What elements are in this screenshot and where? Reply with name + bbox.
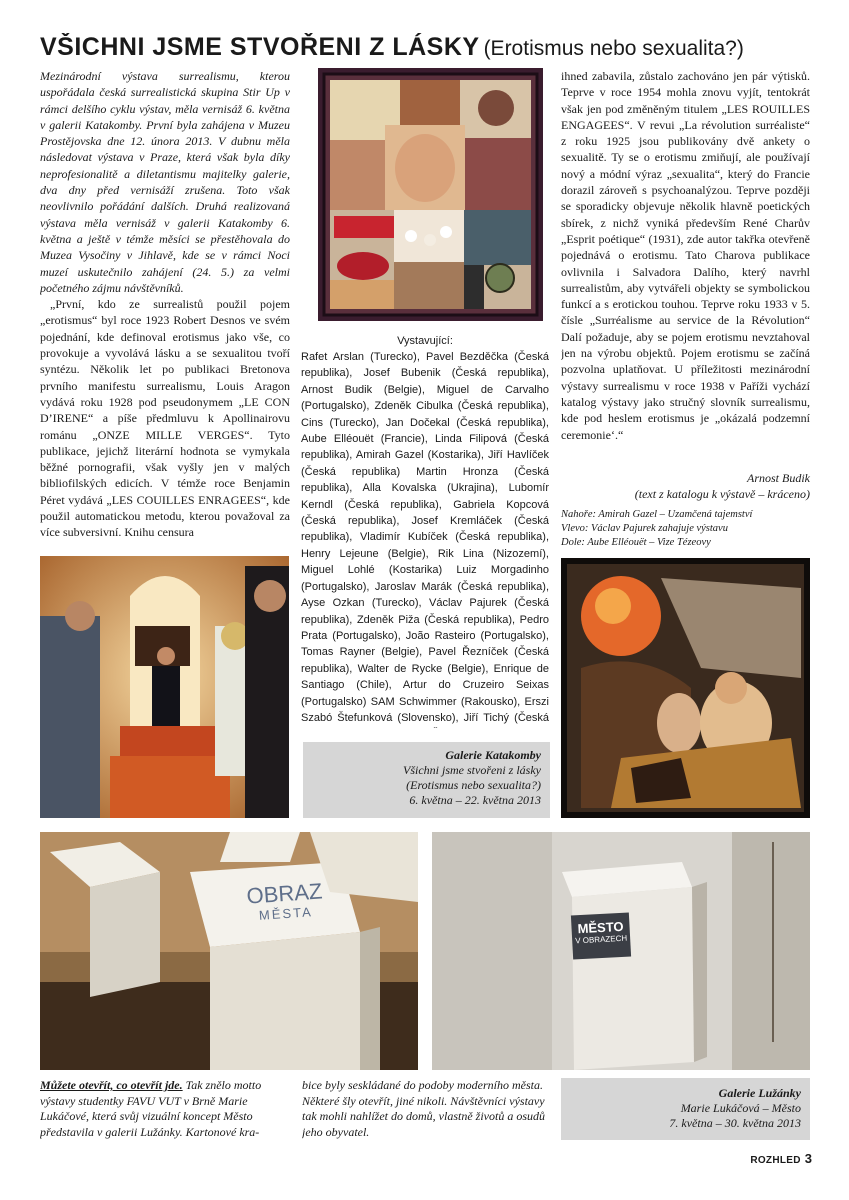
exhibitors-block: [301, 333, 549, 728]
exhibitors-heading: Vystavující:: [397, 335, 453, 347]
gallery-katakomby-line3: 6. května – 22. května 2013: [409, 793, 541, 807]
vize-tezeovy-artwork-image: [561, 558, 810, 818]
title-subtitle: (Erotismus nebo sexualita?): [483, 37, 744, 60]
obraz-label-top: OBRAZ: [245, 878, 324, 909]
obraz-mesta-image: [40, 832, 418, 1070]
gallery-luzanky-box: [561, 1078, 810, 1140]
photo-credit-left: Vlevo: Václav Pajurek zahajuje výstavu: [561, 523, 728, 534]
page-footer: [730, 1150, 812, 1168]
collage-artwork-image: [318, 68, 543, 321]
gallery-katakomby-line2: (Erotismus nebo sexualita?): [406, 778, 541, 792]
opening-speech-photo: [40, 556, 289, 818]
mesto-sign-bottom: V OBRAZECH: [574, 933, 628, 946]
gallery-katakomby-line1: Všichni jsme stvořeni z lásky: [403, 763, 541, 777]
vize-tezeovy-artwork-photo: [561, 558, 810, 818]
title-main: VŠICHNI JSME STVOŘENI Z LÁSKY: [40, 33, 480, 61]
bottom-article-col1: [40, 1078, 290, 1142]
bottom-article-col2: [302, 1078, 550, 1142]
photo-credit-top: Nahoře: Amirah Gazel – Uzamčená tajemství: [561, 509, 753, 520]
bottom-article-text1: Tak znělo motto výstavy studentky FAVU VUT v Brně Marie Lukáčové, která svůj vizuální koncept Město představila v galerii Lužánky. Kartonové kra-: [40, 1078, 262, 1139]
mesto-sign-top: MĚSTO: [577, 918, 624, 937]
right-column: [561, 68, 810, 470]
gallery-luzanky-line2: 7. května – 30. května 2013: [669, 1116, 801, 1130]
author-name: Arnost Budik: [747, 471, 810, 485]
left-column: [40, 68, 290, 558]
exhibitors-list: Rafet Arslan (Turecko), Pavel Bezděčka (Česká republika), Josef Bubenik (Česká republika), Arnost Budik (Belgie), Miguel de Carvalho (Portugalsko), Zdeněk Cibulka (Česká republika), Cins (Turecko), Jan Dočekal (Česká republika), Aube Elléouët (Francie), Linda Filipová (Česká republika), Amirah Gazel (Kostarika), Jiří Havlíček (Česká republika) Martin Hronza (Česká republika), Alla Kovalska (Ukrajina), Lubomír Kerndl (Česká republika), Gabriela Kopcová (Česká republika), Josef Kremláček (Česká republika), Vladimír Kubíček (Česká republika), Henry Lejeune (Belgie), Rik Lina (Nizozemí), Miguel Lohlé (Kostarika) Luiz Morgadinho (Portugalsko), Jaroslav Marák (Česká republika), Ayse Ozkan (Turecko), Václav Pajurek (Česká republika), Zdeněk Piža (Česká republika), Pedro Prata (Portugalsko), João Rasteiro (Portugalsko), Tomas Rayner (Belgie), Pavel Řezníček (Česká republika), Walter de Rycke (Belgie), Enrique de Santiago (Chile), Artur do Cruzeiro Seixas (Portugalsko) SAM Schwimmer (Rakousko), Erszi Szabó Štefunková (Slovensko), Jiří Tichý (Česká: [301, 351, 549, 724]
author-block: [561, 470, 810, 502]
page-number: 3: [804, 1151, 812, 1166]
obraz-mesta-photo: [40, 832, 418, 1070]
collage-artwork-photo: [318, 68, 543, 321]
body-paragraph-1: „První, kdo ze surrealistů použil pojem „erotismus“ byl roce 1923 Robert Desnos ve svém pojednání, kde definoval erotismus jako vše, co provokuje a vyvolává lásku a se sexualitou tvoří syntézu. Několik let po publikaci Bretonova prvního manifestu surrealismu, Louis Aragon vydává roku 1928 pod pseudonymem „LE CON D’IRENE“ a píše předmluvu k Apollinairovu románu „ONZE MILLE VERGES“. Tyto publikace, jejichž literární hodnota se vymykala běžné pornografii, však vyšly jen v malých bibliofilských edicích. V témže roce Benjamin Péret vydává „LES COUILLES ENRAGEES“, kde použil automatickou metodu, kterou považoval za více subversivní. Knihu censura: [40, 297, 290, 540]
gallery-luzanky-title: Galerie Lužánky: [718, 1086, 801, 1100]
author-source: (text z katalogu k výstavě – kráceno): [634, 487, 810, 501]
gallery-katakomby-box: [303, 742, 550, 818]
photo-credits: [561, 508, 810, 550]
mesto-sign: [571, 913, 631, 960]
mesto-v-obrazech-photo: [432, 832, 810, 1070]
opening-speech-image: [40, 556, 289, 818]
bottom-article-text2: bice byly seskládané do podoby moderního města. Některé šly otevřít, jiné nikoli. Návštěvníci výstavy tak mohli nahlížet do domů, vlastně životů a osudů jeho obyvatel.: [302, 1078, 545, 1139]
gallery-katakomby-title: Galerie Katakomby: [445, 748, 541, 762]
body-paragraph-2: ihned zabavila, zůstalo zachováno jen pár výtisků. Teprve v roce 1954 mohla znovu vyjít, tentokrát však jen pod změněným titulem „LES ROUILLES ENGAGEES“. V revui „La révolution surréaliste“ z roku 1925 jsou publikovány dvě ankety o sexualitě. Ty se o erotismu zmiňují, ale používají nový a módní výraz „sexualita“, který do Francie dorazil zároveň s psychoanalýzou. Teprve později se sporadicky objevuje několik hlavně poetických sbírek, z nichž vyniká především René Charův „Esprit poétique“ (1931), zde autor takřka otevřeně pojednává o erotismu. Tato Charova publikace ovlivnila i Salvadora Dalího, který navrhl surrealistům, aby vytvářeli objekty se symbolickou funkcí a s erotickou touhou. Teprve roku 1933 v 5. čísle „Surréalisme au service de la Révolution“ Dalí požaduje, aby se pojem erotismu nevztahoval jen na výrobu objektů. Pojem erotismu se začíná pozvolna uplatňovat. U příležitosti mezinárodní výstavy surrealismu v roce 1938 v Paříži vychází katalog výstavy jako stručný slovník surrealismu, kde pod heslem erotismus je „okázalá podzemní ceremonie‘.“: [561, 69, 810, 442]
obraz-label-bottom: MĚSTA: [258, 904, 314, 923]
photo-credit-bottom: Dole: Aube Elléouët – Vize Tézeovy: [561, 537, 711, 548]
magazine-brand: ROZHLED: [750, 1155, 801, 1166]
page-title: [40, 33, 830, 69]
bottom-article-lead: Můžete otevřít, co otevřít jde.: [40, 1078, 183, 1092]
intro-paragraph: Mezinárodní výstava surrealismu, kterou uspořádala česká surrealistická skupina Stir Up v rámci delšího cyklu výstav, měla vernisáž 6. května v galerii Katakomby. První byla zahájena v Muzeu Prostějovska dne 12. února 2013. V dubnu měla následovat výstava v Praze, která však byla díky neprofesionalitě a diletantismu majitelky galerie, dva dny před vernisáží zrušena. Toto však neovlivnilo pořádání dalších. Druhá realizovaná výstava měla vernisáž v galerii Katakomby 6. května a ještě v témže měsíci se přestěhovala do Muzea Vysočiny v Jihlavě, kde se v rámci Noci muzeí uskutečnilo zahájení (24. 5.) za velmi početného zájmu návštěvníků.: [40, 69, 290, 295]
gallery-luzanky-line1: Marie Lukáčová – Město: [680, 1101, 801, 1115]
